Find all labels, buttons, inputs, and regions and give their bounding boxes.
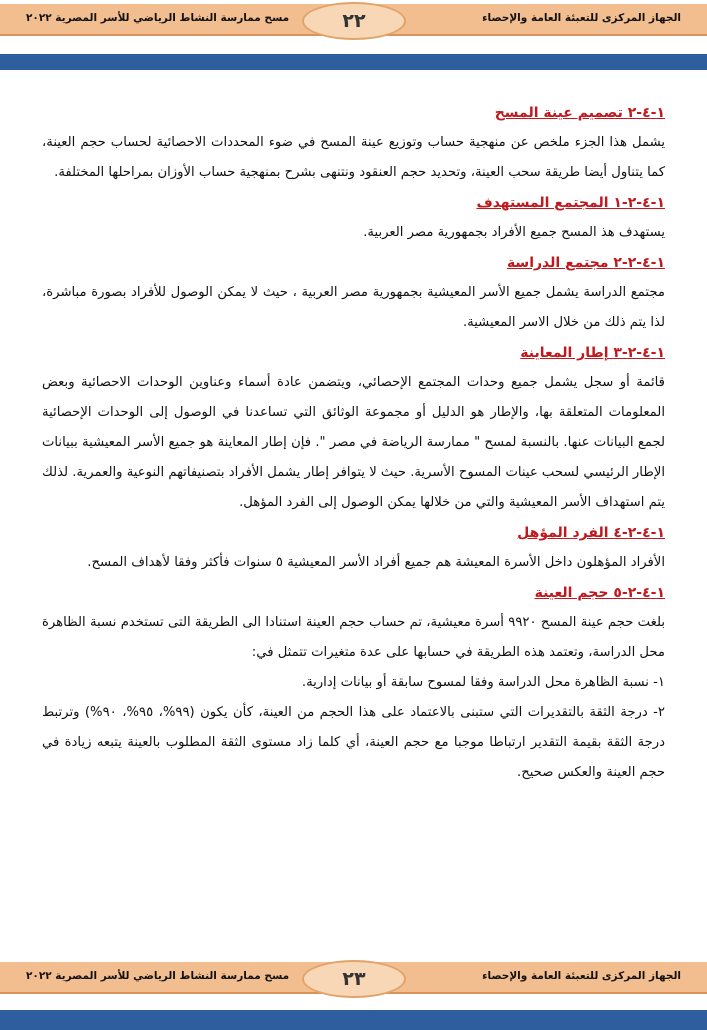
page-header	[0, 4, 707, 36]
page-content	[42, 98, 665, 788]
header-survey-title: مسح ممارسة النشاط الرياضي للأسر المصرية ٢٠٢٢	[26, 12, 290, 24]
section-heading: ١-٤-٢-١ المجتمع المستهدف	[476, 195, 665, 211]
list-item: ٢- درجة الثقة بالتقديرات التي ستبنى بالاعتماد على هذا الحجم من العينة، كأن يكون (٩٩%، ٩٥%، ٩٠%) وترتبط درجة الثقة بقيمة التقدير ارتباطا موجبا مع حجم العينة، أي كلما زاد مستوى الثقة المطلوب بالعينة يتبعه زيادة في حجم العينة والعكس صحيح.	[42, 705, 665, 780]
header-blue-bar	[0, 54, 707, 70]
section-paragraph: يستهدف هذ المسح جميع الأفراد بجمهورية مصر العربية.	[363, 225, 665, 240]
section-paragraph: قائمة أو سجل يشمل جميع وحدات المجتمع الإحصائي، ويتضمن عادة أسماء وعناوين الوحدات الاحصائية وبعض المعلومات المتعلقة بها، والإطار هو الدليل أو مجموعة الوثائق التي تساعدنا في الوصول إلى الوحدات الإحصائية لجمع البيانات عنها. بالنسبة لمسح " ممارسة الرياضة في مصر ". فإن إطار المعاينة هو جميع الأسر المعيشية ببيانات الإطار الرئيسي لسحب عينات المسوح الأسرية. حيث لا يتوافر إطار يشمل الأفراد بتصنيفاتهم النوعية والعمرية. لذلك يتم استهداف الأسر المعيشية والتي من خلالها يمكن الوصول إلى الفرد المؤهل.	[42, 375, 665, 510]
section-heading: ١-٤-٢-٢ مجتمع الدراسة	[506, 255, 665, 271]
section-paragraph: يشمل هذا الجزء ملخص عن منهجية حساب وتوزيع عينة المسح في ضوء المحددات الاحصائية لحساب حجم العينة، كما يتناول أيضا طريقة سحب العينة، وتحديد حجم العنقود ونتنهى بشرح بمنهجية حساب الأوزان بمراحلها المختلفة.	[42, 135, 665, 180]
section-heading: ١-٤-٢-٤ الفرد المؤهل	[517, 525, 665, 541]
header-org: الجهاز المركزى للتعبئة العامة والإحصاء	[482, 12, 681, 24]
section-paragraph: الأفراد المؤهلون داخل الأسرة المعيشة هم جميع أفراد الأسر المعيشية ٥ سنوات فأكثر وفقا لأهداف المسح.	[87, 555, 665, 570]
section-paragraph: بلغت حجم عينة المسح ٩٩٢٠ أسرة معيشية، تم حساب حجم العينة استنادا الى الطريقة التى تستخدم نسبة الظاهرة محل الدراسة، وتعتمد هذه الطريقة في حسابها على عدة متغيرات تتمثل في:	[42, 615, 665, 660]
page-footer	[0, 962, 707, 994]
footer-org: الجهاز المركزى للتعبئة العامة والإحصاء	[482, 970, 681, 982]
section-heading: ١-٤-٢-٥ حجم العينة	[534, 585, 665, 601]
header-page-number: ٢٢	[302, 2, 406, 40]
section-paragraph: مجتمع الدراسة يشمل جميع الأسر المعيشية بجمهورية مصر العربية ، حيث لا يمكن الوصول للأفراد بصورة مباشرة، لذا يتم ذلك من خلال الاسر المعيشية.	[42, 285, 665, 330]
list-item: ١- نسبة الظاهرة محل الدراسة وفقا لمسوح سابقة أو بيانات إدارية.	[301, 675, 665, 690]
section-heading: ١-٤-٢ تصميم عينة المسح	[494, 105, 665, 121]
footer-page-number: ٢٣	[302, 960, 406, 998]
section-heading: ١-٤-٢-٣ إطار المعاينة	[520, 345, 665, 361]
footer-survey-title: مسح ممارسة النشاط الرياضي للأسر المصرية ٢٠٢٢	[26, 970, 290, 982]
footer-blue-bar	[0, 1010, 707, 1030]
